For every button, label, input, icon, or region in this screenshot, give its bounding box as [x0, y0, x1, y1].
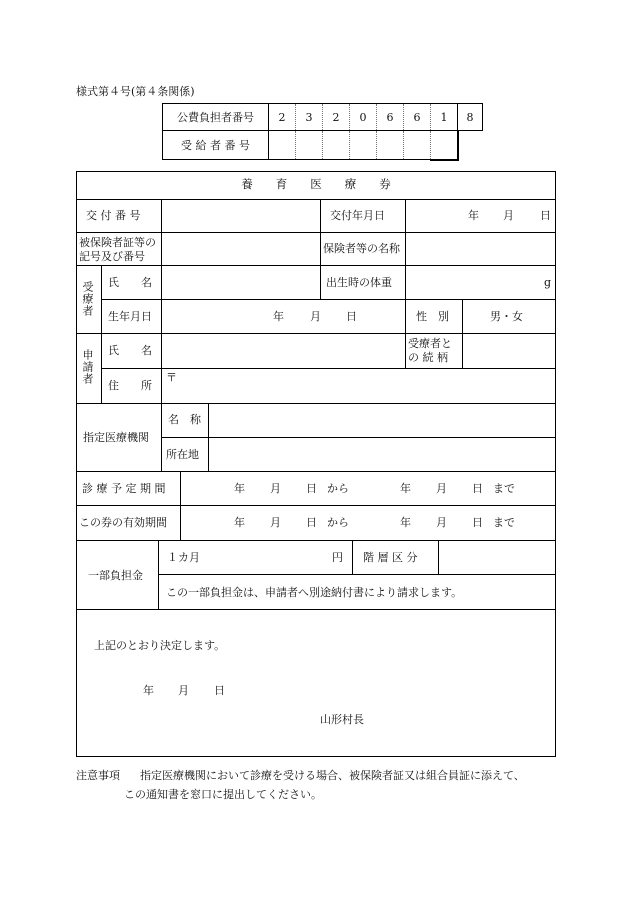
- public-burden-digit: 6: [377, 104, 404, 131]
- copay-amount-field[interactable]: [205, 542, 325, 572]
- sex-label: 性 別: [416, 310, 449, 323]
- public-burden-digit: 6: [404, 104, 431, 131]
- postal-mark: 〒: [166, 371, 177, 384]
- relation-field[interactable]: [464, 335, 554, 366]
- insured-id-label: 被保険者証等の 記号及び番号: [79, 236, 156, 263]
- treatment-from-month: 月: [270, 482, 281, 495]
- form-id: 様式第４号(第４条関係): [76, 85, 195, 98]
- issue-number-field[interactable]: [163, 201, 318, 230]
- insurer-name-label: 保険者等の名称: [323, 242, 400, 255]
- notice-line1: 指定医療機関において診療を受ける場合、被保険者証又は組合員証に添えて、: [140, 769, 525, 782]
- applicant-name-label: 氏 名: [108, 344, 152, 357]
- public-burden-digit: 2: [269, 104, 296, 131]
- treatment-to-day: 日: [472, 482, 483, 495]
- valid-from-word: から: [327, 516, 349, 529]
- facility-location-field[interactable]: [210, 439, 554, 469]
- issue-number-label: 交 付 番 号: [86, 209, 141, 222]
- yen-label: 円: [332, 551, 343, 564]
- patient-group-label: 受療者: [81, 281, 94, 317]
- notice-line2: この通知書を窓口に提出してください。: [124, 788, 322, 801]
- valid-from-year: 年: [234, 516, 245, 529]
- notice-label: 注意事項: [76, 769, 120, 782]
- issue-date-label: 交付年月日: [330, 209, 385, 222]
- facility-name-label: 名 称: [168, 413, 201, 426]
- public-burden-digit: 0: [350, 104, 377, 131]
- recipient-digit[interactable]: [296, 131, 323, 160]
- valid-period-label: この券の有効期間: [79, 516, 167, 529]
- copay-note: この一部負担金は、申請者へ別途納付書により請求します。: [166, 586, 463, 599]
- copay-label: 一部負担金: [88, 569, 143, 582]
- facility-label: 指定医療機関: [83, 431, 149, 444]
- tier-label: 階 層 区 分: [363, 551, 418, 564]
- valid-to-word: まで: [493, 516, 515, 529]
- treatment-from-day: 日: [306, 482, 317, 495]
- decision-month: 月: [178, 684, 189, 697]
- per-month-label: １カ月: [167, 551, 200, 564]
- birthdate-day: 日: [346, 310, 357, 323]
- treatment-from-word: から: [327, 482, 349, 495]
- recipient-digit[interactable]: [377, 131, 404, 160]
- issuer-name: 山形村長: [320, 713, 364, 726]
- public-burden-digit: 1: [431, 104, 458, 131]
- birthdate-month: 月: [310, 310, 321, 323]
- valid-from-day: 日: [306, 516, 317, 529]
- address-field[interactable]: [180, 370, 554, 401]
- birth-weight-label: 出生時の体重: [326, 276, 392, 289]
- birthdate-label: 生年月日: [108, 310, 152, 323]
- public-burden-label: 公費負担者番号: [163, 104, 269, 131]
- recipient-label: 受 給 者 番 号: [163, 131, 269, 160]
- patient-name-field[interactable]: [163, 267, 318, 297]
- insurer-name-field[interactable]: [407, 234, 554, 263]
- decision-day: 日: [214, 684, 225, 697]
- issue-date-year: 年: [468, 209, 479, 222]
- treatment-from-year: 年: [234, 482, 245, 495]
- recipient-digit[interactable]: [323, 131, 350, 160]
- header-number-table: [162, 103, 483, 161]
- sex-value[interactable]: 男・女: [490, 310, 523, 323]
- decision-statement: 上記のとおり決定します。: [94, 639, 226, 652]
- issue-date-month: 月: [503, 209, 514, 222]
- public-burden-digit: 8: [458, 104, 483, 131]
- facility-location-label: 所在地: [166, 448, 199, 461]
- decision-year: 年: [143, 684, 154, 697]
- recipient-digit[interactable]: [350, 131, 377, 160]
- applicant-name-field[interactable]: [163, 335, 403, 366]
- treatment-to-year: 年: [400, 482, 411, 495]
- valid-to-day: 日: [472, 516, 483, 529]
- birthdate-year: 年: [273, 310, 284, 323]
- public-burden-digit: 2: [323, 104, 350, 131]
- form-title: 養 育 医 療 券: [241, 177, 391, 191]
- address-label: 住 所: [108, 379, 152, 392]
- recipient-digit[interactable]: [269, 131, 296, 160]
- insured-id-field[interactable]: [163, 234, 318, 263]
- treatment-to-month: 月: [436, 482, 447, 495]
- birth-weight-unit: g: [544, 276, 552, 289]
- treatment-period-label: 診 療 予 定 期 間: [82, 482, 166, 495]
- relation-label: 受療者と の 続 柄: [408, 337, 452, 364]
- tier-field[interactable]: [440, 542, 554, 572]
- recipient-digit[interactable]: [431, 131, 458, 160]
- recipient-digit[interactable]: [404, 131, 431, 160]
- public-burden-digit: 3: [296, 104, 323, 131]
- applicant-group-label: 申請者: [81, 349, 94, 385]
- valid-to-year: 年: [400, 516, 411, 529]
- valid-from-month: 月: [270, 516, 281, 529]
- issue-date-day: 日: [540, 209, 551, 222]
- treatment-to-word: まで: [493, 482, 515, 495]
- valid-to-month: 月: [436, 516, 447, 529]
- patient-name-label: 氏 名: [108, 276, 152, 289]
- facility-name-field[interactable]: [210, 405, 554, 435]
